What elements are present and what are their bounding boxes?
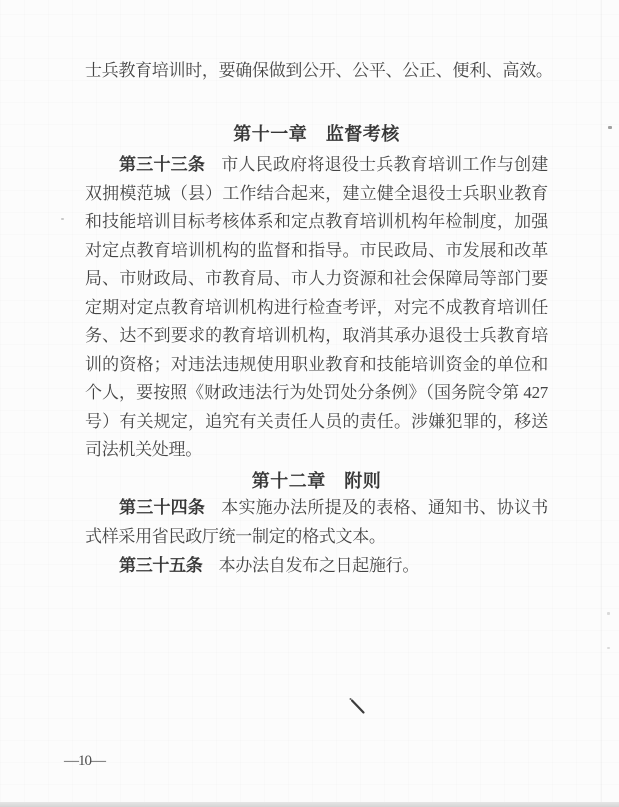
article-34-number: 第三十四条 bbox=[119, 498, 206, 517]
page-number: —10— bbox=[64, 753, 105, 769]
scan-bottom-edge bbox=[0, 802, 619, 807]
pen-stroke-mark bbox=[346, 694, 370, 718]
scan-artifact-speck bbox=[607, 647, 610, 649]
article-35 bbox=[85, 552, 548, 581]
scan-artifact-speck bbox=[61, 218, 64, 220]
scan-artifact-speck bbox=[607, 612, 610, 615]
scan-artifact-speck bbox=[608, 126, 612, 129]
scanner-edge-line bbox=[601, 0, 602, 807]
article-34 bbox=[85, 494, 548, 551]
article-35-number: 第三十五条 bbox=[119, 556, 203, 575]
chapter-11-heading: 第十一章 监督考核 bbox=[233, 124, 400, 144]
article-34-text: 本实施办法所提及的表格、通知书、协议书式样采用省民政厅统一制定的格式文本。 bbox=[85, 498, 548, 546]
article-33-number: 第三十三条 bbox=[119, 155, 206, 174]
article-33 bbox=[85, 151, 548, 465]
article-35-text: 本办法自发布之日起施行。 bbox=[218, 556, 420, 575]
article-33-text: 市人民政府将退役士兵教育培训工作与创建双拥模范城（县）工作结合起来，建立健全退役士兵职业教育和技能培训目标考核体系和定点教育培训机构年检制度，加强对定点教育培训机构的监督和指导。市民政局、市发展和改革局、市财政局、市教育局、市人力资源和社会保障局等部门要定期对定点教育培训机构进行检查考评，对完不成教育培训任务、达不到要求的教育培训机构，取消其承办退役士兵教育培训的资格；对违法违规使用职业教育和技能培训资金的单位和个人，要按照《财政违法行为处罚处分条例》（国务院令第 427 号）有关规定，追究有关责任人员的责任。涉嫌犯罪的，移送司法机关处理。 bbox=[85, 155, 548, 459]
chapter-12-heading: 第十二章 附则 bbox=[251, 471, 382, 491]
paragraph-continuation-line: 士兵教育培训时，要确保做到公开、公平、公正、便利、高效。 bbox=[85, 61, 553, 80]
